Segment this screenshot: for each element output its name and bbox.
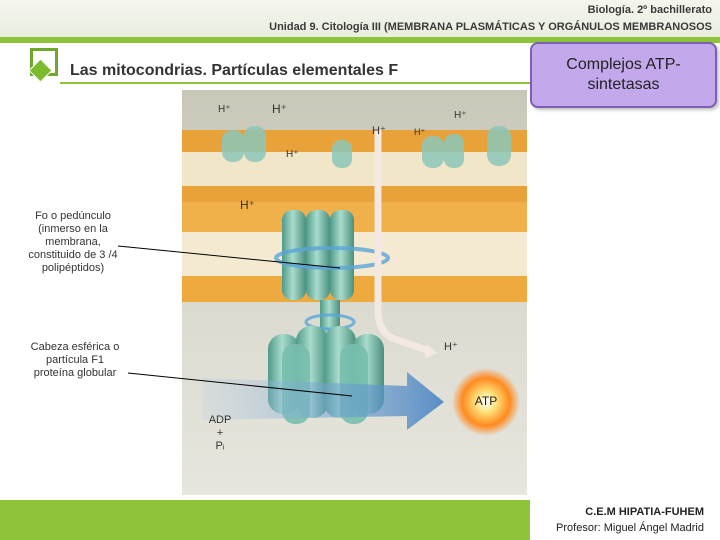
pi-text: Pᵢ	[215, 440, 225, 452]
school-name: C.E.M HIPATIA-FUHEM	[585, 506, 704, 518]
adp-text: ADP	[208, 414, 232, 426]
f1-leader-line	[128, 373, 352, 396]
teacher-name: Profesor: Miguel Ángel Madrid	[556, 522, 704, 534]
proton-label: H⁺	[414, 127, 426, 137]
callout-box: Complejos ATP-sintetasas	[530, 42, 717, 108]
fo-leader-line	[118, 246, 340, 268]
proton-label: H⁺	[372, 125, 386, 137]
f1-head-label: Cabeza esférica o partícula F1 proteína globular	[30, 341, 120, 379]
proton-label: H⁺	[454, 110, 467, 121]
adp-label	[200, 414, 240, 453]
atp-label: ATP	[474, 394, 498, 408]
proton-label: H⁺	[444, 341, 458, 353]
plus-sign: +	[216, 427, 224, 439]
proton-label: H⁺	[218, 104, 231, 115]
course-title: Biología. 2º bachillerato	[587, 4, 712, 16]
fo-label: Fo o pedúnculo (inmerso en la membrana, constituido de 3 /4 polipéptidos)	[28, 210, 118, 274]
slide-title: Las mitocondrias. Partículas elementales F	[70, 62, 399, 79]
proton-label: H⁺	[240, 198, 255, 212]
proton-label: H⁺	[272, 102, 287, 116]
proton-label: H⁺	[286, 149, 299, 160]
unit-title: Unidad 9. Citología III (MEMBRANA PLASMÁTICAS Y ORGÁNULOS MEMBRANOSOS	[269, 21, 712, 33]
